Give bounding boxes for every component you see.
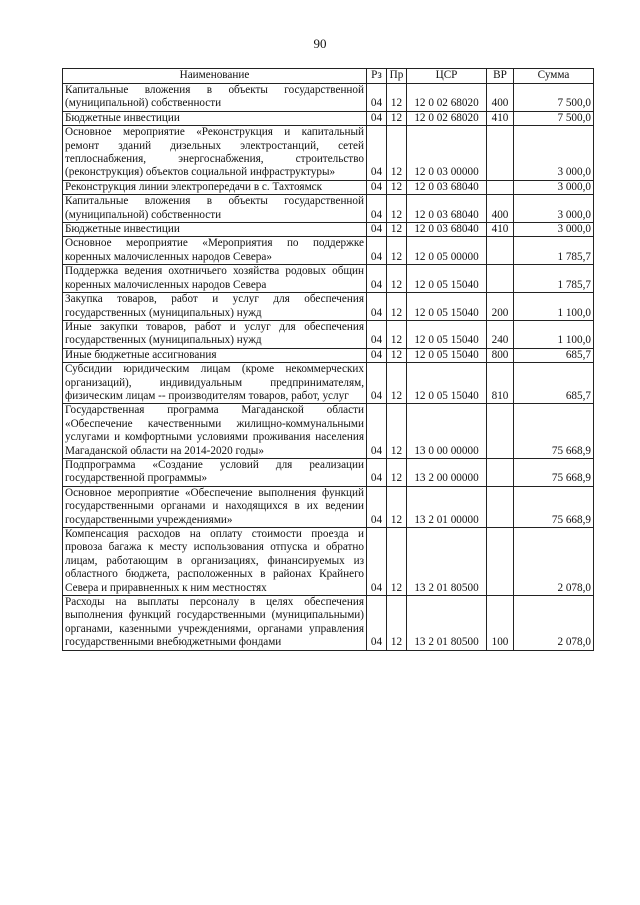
table-body <box>63 84 594 651</box>
cell-rz: 04 <box>367 265 387 293</box>
table-row <box>63 180 594 194</box>
table-row <box>63 348 594 362</box>
cell-vr <box>487 486 514 527</box>
table-row <box>63 363 594 404</box>
cell-vr: 810 <box>487 363 514 404</box>
cell-name: Государственная программа Магаданской области «Обеспечение качественными жилищно-коммунальными услугами и комфортными условиями проживания населения Магаданской области на 2014-2020 годы» <box>63 404 367 459</box>
cell-sum: 2 078,0 <box>514 596 594 651</box>
cell-vr <box>487 265 514 293</box>
cell-sum: 1 100,0 <box>514 293 594 321</box>
cell-rz: 04 <box>367 126 387 181</box>
table-row <box>63 237 594 265</box>
cell-rz: 04 <box>367 596 387 651</box>
cell-rz: 04 <box>367 528 387 596</box>
cell-vr: 410 <box>487 223 514 237</box>
cell-sum: 3 000,0 <box>514 180 594 194</box>
cell-rz: 04 <box>367 111 387 125</box>
table-row <box>63 84 594 112</box>
budget-table <box>62 68 594 651</box>
table-row <box>63 528 594 596</box>
page-number: 90 <box>313 36 327 51</box>
cell-vr: 800 <box>487 348 514 362</box>
cell-csr: 12 0 03 68040 <box>407 180 487 194</box>
cell-pr: 12 <box>387 195 407 223</box>
cell-csr: 13 2 01 80500 <box>407 528 487 596</box>
cell-rz: 04 <box>367 404 387 459</box>
column-header-csr: ЦСР <box>407 69 487 84</box>
cell-name: Реконструкция линии электропередачи в с. Тахтоямск <box>63 180 367 194</box>
cell-rz: 04 <box>367 320 387 348</box>
cell-vr <box>487 458 514 486</box>
cell-pr: 12 <box>387 348 407 362</box>
cell-sum: 1 785,7 <box>514 237 594 265</box>
cell-rz: 04 <box>367 348 387 362</box>
cell-sum: 685,7 <box>514 363 594 404</box>
cell-sum: 1 785,7 <box>514 265 594 293</box>
cell-name: Расходы на выплаты персоналу в целях обеспечения выполнения функций государственными (муниципальными) органами, казенными учреждениями, органами управления государственными внебюджетными фондами <box>63 596 367 651</box>
cell-name: Иные бюджетные ассигнования <box>63 348 367 362</box>
cell-csr: 13 2 01 00000 <box>407 486 487 527</box>
cell-rz: 04 <box>367 195 387 223</box>
cell-csr: 13 0 00 00000 <box>407 404 487 459</box>
cell-pr: 12 <box>387 180 407 194</box>
cell-csr: 12 0 02 68020 <box>407 111 487 125</box>
column-header-pr: Пр <box>387 69 407 84</box>
cell-vr: 200 <box>487 293 514 321</box>
cell-name: Бюджетные инвестиции <box>63 111 367 125</box>
cell-sum: 75 668,9 <box>514 404 594 459</box>
cell-name: Основное мероприятие «Мероприятия по поддержке коренных малочисленных народов Севера» <box>63 237 367 265</box>
cell-vr: 410 <box>487 111 514 125</box>
cell-rz: 04 <box>367 363 387 404</box>
table-row <box>63 223 594 237</box>
cell-sum: 7 500,0 <box>514 84 594 112</box>
column-header-sum: Сумма <box>514 69 594 84</box>
table-row <box>63 596 594 651</box>
cell-sum: 3 000,0 <box>514 223 594 237</box>
cell-csr: 12 0 02 68020 <box>407 84 487 112</box>
cell-csr: 12 0 03 68040 <box>407 223 487 237</box>
cell-vr <box>487 126 514 181</box>
cell-csr: 13 2 01 80500 <box>407 596 487 651</box>
column-header-vr: ВР <box>487 69 514 84</box>
cell-pr: 12 <box>387 223 407 237</box>
cell-csr: 13 2 00 00000 <box>407 458 487 486</box>
cell-vr: 400 <box>487 84 514 112</box>
cell-pr: 12 <box>387 596 407 651</box>
cell-sum: 75 668,9 <box>514 458 594 486</box>
cell-rz: 04 <box>367 486 387 527</box>
cell-rz: 04 <box>367 84 387 112</box>
cell-name: Подпрограмма «Создание условий для реализации государственной программы» <box>63 458 367 486</box>
cell-name: Капитальные вложения в объекты государственной (муниципальной) собственности <box>63 195 367 223</box>
column-header-rz: Рз <box>367 69 387 84</box>
table-row <box>63 486 594 527</box>
cell-sum: 1 100,0 <box>514 320 594 348</box>
table-row <box>63 126 594 181</box>
cell-pr: 12 <box>387 404 407 459</box>
cell-pr: 12 <box>387 486 407 527</box>
table-row <box>63 265 594 293</box>
cell-pr: 12 <box>387 528 407 596</box>
cell-name: Иные закупки товаров, работ и услуг для обеспечения государственных (муниципальных) нужд <box>63 320 367 348</box>
cell-pr: 12 <box>387 237 407 265</box>
cell-pr: 12 <box>387 320 407 348</box>
cell-sum: 3 000,0 <box>514 195 594 223</box>
cell-rz: 04 <box>367 180 387 194</box>
cell-rz: 04 <box>367 458 387 486</box>
cell-vr <box>487 404 514 459</box>
cell-csr: 12 0 05 15040 <box>407 320 487 348</box>
cell-csr: 12 0 05 15040 <box>407 265 487 293</box>
cell-vr: 100 <box>487 596 514 651</box>
table-row <box>63 458 594 486</box>
cell-pr: 12 <box>387 265 407 293</box>
cell-name: Поддержка ведения охотничьего хозяйства родовых общин коренных малочисленных народов Севера <box>63 265 367 293</box>
table-row <box>63 293 594 321</box>
cell-pr: 12 <box>387 126 407 181</box>
cell-sum: 3 000,0 <box>514 126 594 181</box>
cell-vr: 400 <box>487 195 514 223</box>
cell-pr: 12 <box>387 363 407 404</box>
cell-sum: 2 078,0 <box>514 528 594 596</box>
cell-name: Бюджетные инвестиции <box>63 223 367 237</box>
cell-pr: 12 <box>387 84 407 112</box>
cell-vr <box>487 237 514 265</box>
cell-rz: 04 <box>367 223 387 237</box>
cell-csr: 12 0 05 00000 <box>407 237 487 265</box>
cell-name: Компенсация расходов на оплату стоимости проезда и провоза багажа к месту использования отпуска и обратно лицам, работающим в организациях, финансируемых из областного бюджета, расположенных в районах Крайнего Севера и приравненных к ним местностях <box>63 528 367 596</box>
cell-csr: 12 0 05 15040 <box>407 293 487 321</box>
cell-rz: 04 <box>367 237 387 265</box>
cell-pr: 12 <box>387 458 407 486</box>
cell-sum: 7 500,0 <box>514 111 594 125</box>
table-row <box>63 404 594 459</box>
cell-vr <box>487 180 514 194</box>
cell-csr: 12 0 03 00000 <box>407 126 487 181</box>
cell-sum: 685,7 <box>514 348 594 362</box>
cell-csr: 12 0 03 68040 <box>407 195 487 223</box>
cell-sum: 75 668,9 <box>514 486 594 527</box>
cell-vr <box>487 528 514 596</box>
cell-name: Капитальные вложения в объекты государственной (муниципальной) собственности <box>63 84 367 112</box>
column-header-name: Наименование <box>63 69 367 84</box>
cell-name: Основное мероприятие «Обеспечение выполнения функций государственными органами и находящихся в их ведении государственными учреждениями» <box>63 486 367 527</box>
cell-csr: 12 0 05 15040 <box>407 363 487 404</box>
cell-csr: 12 0 05 15040 <box>407 348 487 362</box>
table-row <box>63 320 594 348</box>
cell-vr: 240 <box>487 320 514 348</box>
table-row <box>63 195 594 223</box>
cell-name: Субсидии юридическим лицам (кроме некоммерческих организаций), индивидуальным предпринимателям, физическим лицам -- производителям товаров, работ, услуг <box>63 363 367 404</box>
cell-rz: 04 <box>367 293 387 321</box>
cell-pr: 12 <box>387 293 407 321</box>
cell-pr: 12 <box>387 111 407 125</box>
cell-name: Закупка товаров, работ и услуг для обеспечения государственных (муниципальных) нужд <box>63 293 367 321</box>
table-header-row <box>63 69 594 84</box>
table-row <box>63 111 594 125</box>
cell-name: Основное мероприятие «Реконструкция и капитальный ремонт зданий дизельных электростанций, сетей теплоснабжения, энергоснабжения, строительство (реконструкция) объектов социальной инфраструктуры» <box>63 126 367 181</box>
